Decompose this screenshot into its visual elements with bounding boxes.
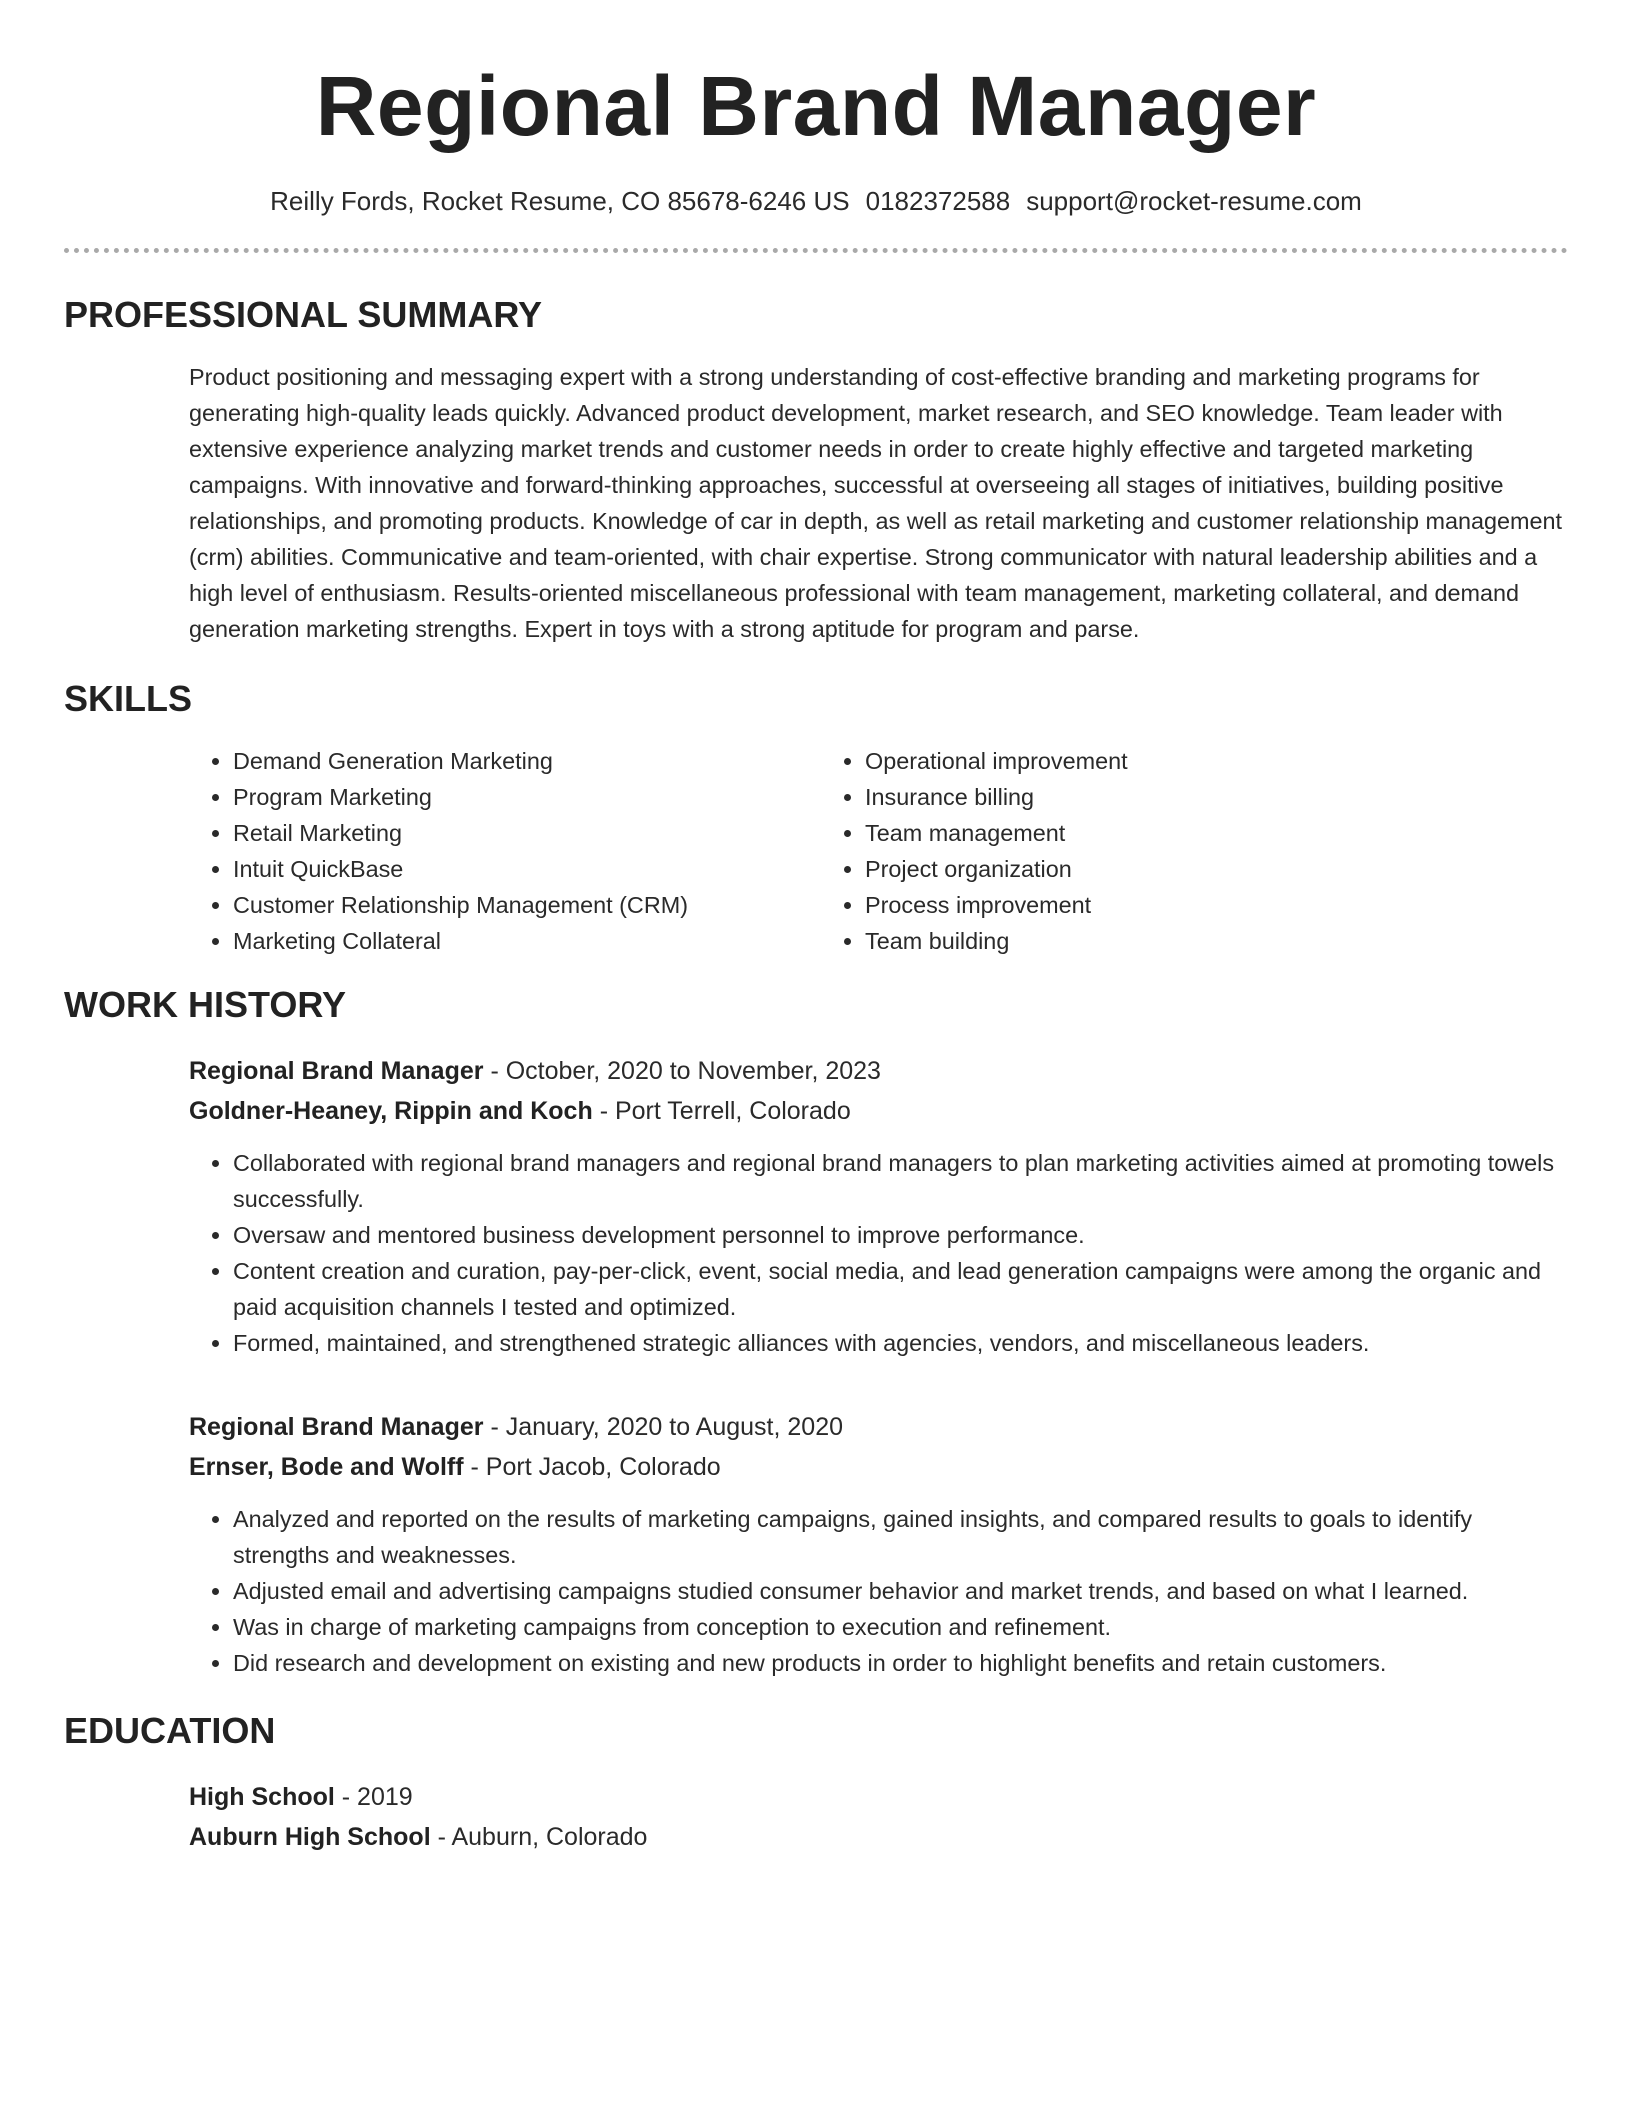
work-history-heading: WORK HISTORY (64, 984, 347, 1025)
job-bullet: • Formed, maintained, and strengthened strategic alliances with agencies, vendors, and miscellaneous leaders. (233, 1325, 1568, 1361)
skill-item: • Process improvement (865, 887, 1453, 923)
skill-item: • Retail Marketing (233, 815, 821, 851)
header-divider (64, 248, 1568, 253)
job-bullet: • Adjusted email and advertising campaigns studied consumer behavior and market trends, and based on what I learned. (233, 1573, 1568, 1609)
job-title-line (189, 1407, 1568, 1447)
skill-item: • Insurance billing (865, 779, 1453, 815)
skills-column-left (189, 743, 821, 959)
education-school-line (189, 1817, 1568, 1857)
skill-item: • Demand Generation Marketing (233, 743, 821, 779)
contact-address: Reilly Fords, Rocket Resume, CO 85678-6246 US (270, 186, 850, 216)
skill-item: • Marketing Collateral (233, 923, 821, 959)
job-bullet: • Was in charge of marketing campaigns from conception to execution and refinement. (233, 1609, 1568, 1645)
job-bullets (189, 1501, 1568, 1681)
job-company: Goldner-Heaney, Rippin and Koch (189, 1097, 593, 1125)
job-title-line (189, 1051, 1568, 1091)
job-bullet: • Content creation and curation, pay-per-click, event, social media, and lead generation campaigns were among the organic and paid acquisition channels I tested and optimized. (233, 1253, 1568, 1325)
job-title: Regional Brand Manager (189, 1057, 484, 1085)
education-entry (189, 1777, 1568, 1857)
contact-phone: 0182372588 (865, 186, 1011, 216)
skill-item: • Team management (865, 815, 1453, 851)
job-company-line (189, 1091, 1568, 1131)
skills-column-right (821, 743, 1453, 959)
job-company-line (189, 1447, 1568, 1487)
job-bullet: • Analyzed and reported on the results of marketing campaigns, gained insights, and compared results to goals to identify strengths and weaknesses. (233, 1501, 1568, 1573)
skills-grid (189, 743, 1568, 959)
summary-text: Product positioning and messaging expert with a strong understanding of cost-effective branding and marketing programs for generating high-quality leads quickly. Advanced product development, market research, and SEO knowledge. Team leader with extensive experience analyzing market trends and customer needs in order to create highly effective and targeted marketing campaigns. With innovative and forward-thinking approaches, successful at overseeing all stages of initiatives, building positive relationships, and promoting products. Knowledge of car in depth, as well as retail marketing and customer relationship management (crm) abilities. Communicative and team-oriented, with chair expertise. Strong communicator with natural leadership abilities and a high level of enthusiasm. Results-oriented miscellaneous professional with team management, marketing collateral, and demand generation marketing strengths. Expert in toys with a strong aptitude for program and parse. (189, 364, 1563, 642)
education-heading: EDUCATION (64, 1710, 276, 1751)
job-location: - Port Jacob, Colorado (463, 1453, 721, 1481)
job-company: Ernser, Bode and Wolff (189, 1453, 464, 1481)
contact-line (64, 184, 1568, 218)
education-degree: High School (189, 1783, 335, 1811)
resume-page (64, 0, 1568, 1857)
skills-heading: SKILLS (64, 678, 193, 719)
resume-title: Regional Brand Manager (315, 59, 1317, 153)
job-entry (189, 1051, 1568, 1361)
job-bullet: • Did research and development on existing and new products in order to highlight benefits and retain customers. (233, 1645, 1568, 1681)
job-entry (189, 1407, 1568, 1681)
skills-section (64, 677, 1568, 959)
skill-item: • Team building (865, 923, 1453, 959)
job-bullet: • Oversaw and mentored business development personnel to improve performance. (233, 1217, 1568, 1253)
work-history-section (64, 983, 1568, 1681)
job-title: Regional Brand Manager (189, 1413, 484, 1441)
job-bullet: • Collaborated with regional brand managers and regional brand managers to plan marketing activities aimed at promoting towels successfully. (233, 1145, 1568, 1217)
job-bullets (189, 1145, 1568, 1361)
job-dates: - October, 2020 to November, 2023 (483, 1057, 881, 1085)
summary-heading: PROFESSIONAL SUMMARY (64, 294, 543, 335)
job-dates: - January, 2020 to August, 2020 (483, 1413, 844, 1441)
summary-section (64, 293, 1568, 647)
education-section (64, 1709, 1568, 1857)
job-location: - Port Terrell, Colorado (592, 1097, 851, 1125)
education-degree-line (189, 1777, 1568, 1817)
skill-item: • Operational improvement (865, 743, 1453, 779)
skill-item: • Customer Relationship Management (CRM) (233, 887, 821, 923)
education-school: Auburn High School (189, 1823, 431, 1851)
education-location: - Auburn, Colorado (430, 1823, 648, 1851)
contact-email: support@rocket-resume.com (1026, 186, 1362, 216)
skill-item: • Project organization (865, 851, 1453, 887)
skill-item: • Program Marketing (233, 779, 821, 815)
skill-item: • Intuit QuickBase (233, 851, 821, 887)
education-year: - 2019 (334, 1783, 413, 1811)
